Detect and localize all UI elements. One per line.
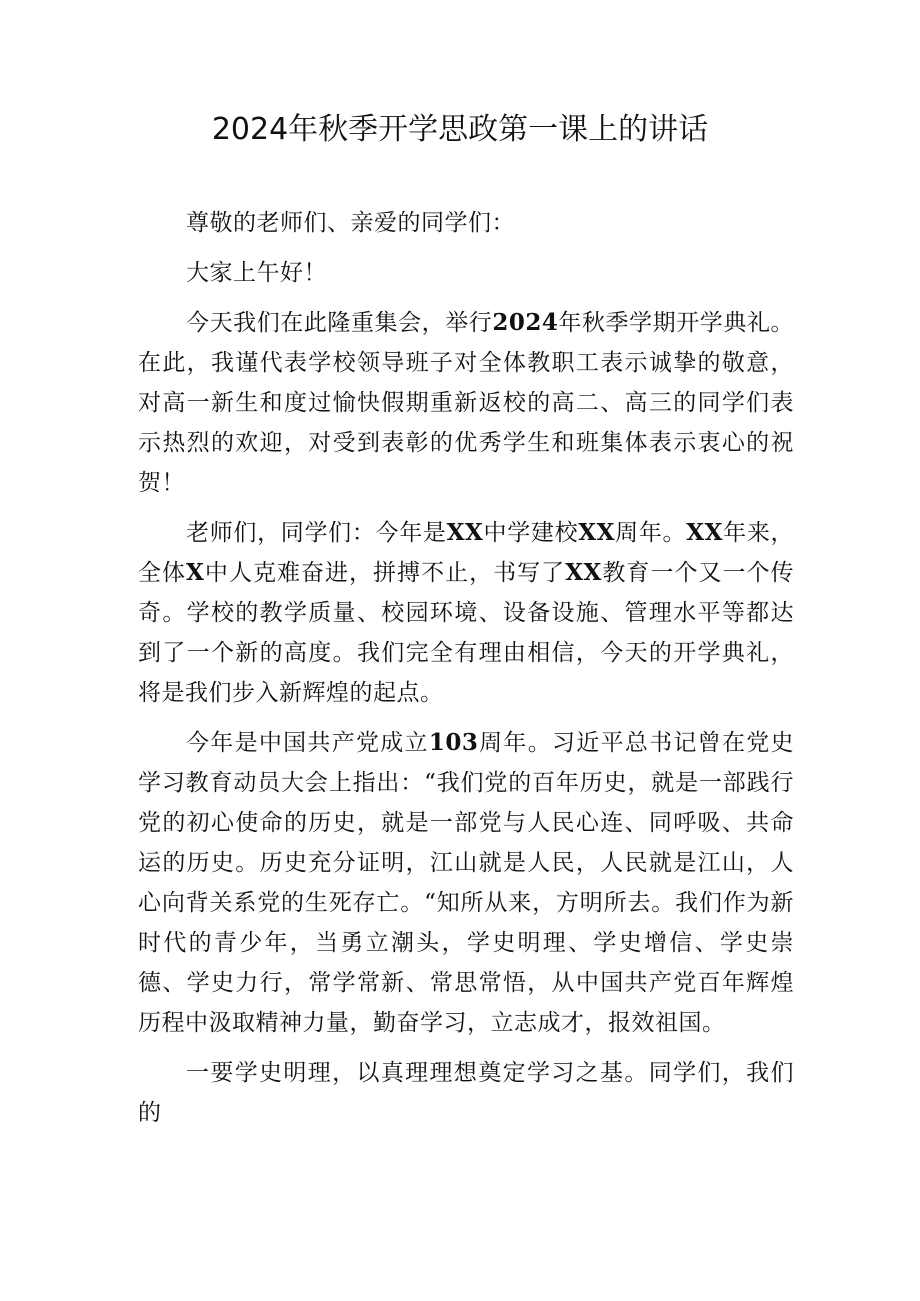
greeting-paragraph: 大家上午好！ — [186, 260, 327, 286]
document-body — [138, 203, 794, 1143]
anniversary-paragraph: 老师们，同学们：今年是XX中学建校XX周年。XX年来，全体X中人克难奋进，拼搏不止，书写了XX教育一个又一个传奇。学校的教学质量、校园环境、设备设施、管理水平等都达到了一个新的高度。我们完全有理由相信，今天的开学典礼，将是我们步入新辉煌的起点。 — [138, 519, 795, 706]
first-point-paragraph: 一要学史明理，以真理理想奠定学习之基。同学们，我们的 — [138, 1060, 794, 1126]
opening-paragraph: 今天我们在此隆重集会，举行2024年秋季学期开学典礼。在此，我谨代表学校领导班子对全体教职工表示诚挚的敬意，对高一新生和度过愉快假期重新返校的高二、高三的同学们表示热烈的欢迎，对受到表彰的优秀学生和班集体表示衷心的祝贺！ — [138, 309, 795, 496]
salutation-paragraph: 尊敬的老师们、亲爱的同学们： — [186, 210, 515, 236]
party-history-paragraph: 今年是中国共产党成立103周年。习近平总书记曾在党史学习教育动员大会上指出：“我们党的百年历史，就是一部践行党的初心使命的历史，就是一部党与人民心连、同呼吸、共命运的历史。历史充分证明，江山就是人民，人民就是江山，人心向背关系党的生死存亡。“知所从来，方明所去。我们作为新时代的青少年，当勇立潮头，学史明理、学史增信、学史崇德、学史力行，常学常新、常思常悟，从中国共产党百年辉煌历程中汲取精神力量，勤奋学习，立志成才，报效祖国。 — [138, 729, 795, 1036]
document-title: 2024年秋季开学思政第一课上的讲话 — [211, 112, 709, 147]
